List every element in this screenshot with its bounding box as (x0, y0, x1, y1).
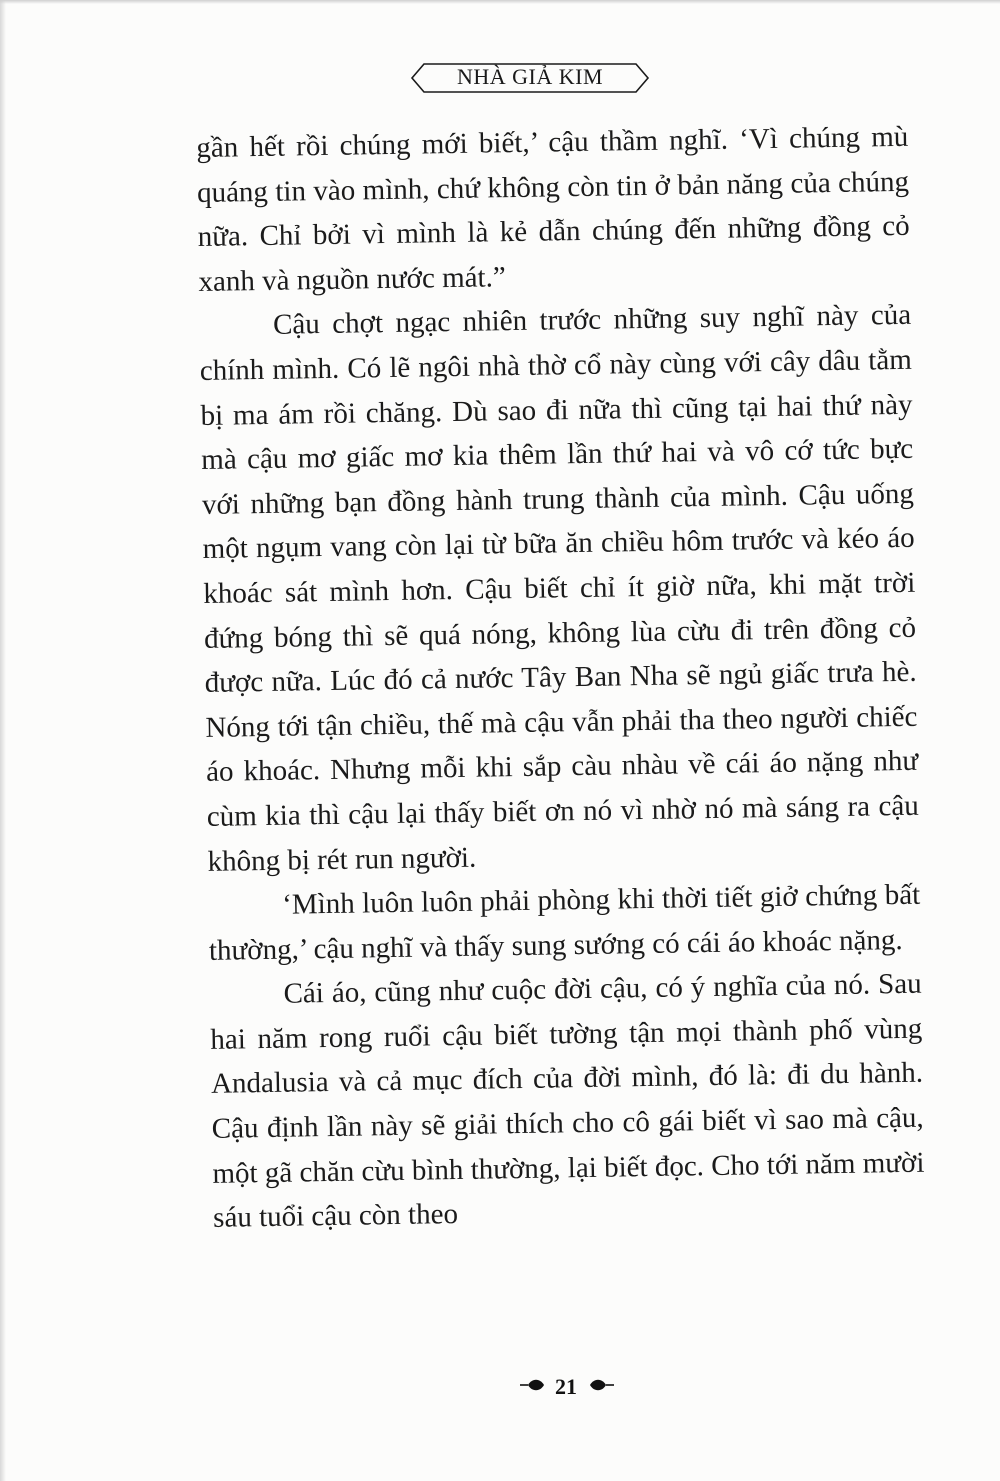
fleuron-left-icon (520, 1378, 544, 1392)
scan-shadow-left (0, 0, 6, 1481)
book-title: NHÀ GIẢ KIM (456, 64, 604, 89)
paragraph: Cậu chợt ngạc nhiên trước những suy nghĩ này của chính mình. Có lẽ ngôi nhà thờ cổ này cùng với cây dâu tằm bị ma ám rồi chăng. Dù sao đi nữa thì cũng tại hai thứ này mà cậu mơ giấc mơ kia thêm lần thứ hai và vô cớ tức bực với những bạn đồng hành trung thành của mình. Cậu uống một ngụm vang còn lại từ bữa ăn chiều hôm trước và kéo áo khoác sát mình hơn. Cậu biết chỉ ít giờ nữa, khi mặt trời đứng bóng thì sẽ quá nóng, không lùa cừu đi trên đồng cỏ được nữa. Lúc đó cả nước Tây Ban Nha sẽ ngủ giấc trưa hè. Nóng tới tận chiều, thế mà cậu vẫn phải tha theo người chiếc áo khoác. Nhưng mỗi khi sắp càu nhàu về cái áo nặng như cùm kia thì cậu lại thấy biết ơn nó vì nhờ nó mà sáng ra cậu không bị rét run người. (199, 299, 920, 878)
page-text (196, 115, 925, 1241)
fleuron-right-icon (590, 1378, 614, 1392)
running-header (410, 58, 650, 98)
paragraph: ‘Mình luôn luôn phải phòng khi thời tiết giở chứng bất thường,’ cậu nghĩ và thấy sung sướng có cái áo khoác nặng. (208, 878, 921, 967)
paragraph-continuation: gần hết rồi chúng mới biết,’ cậu thầm nghĩ. ‘Vì chúng mù quáng tin vào mình, chứ không còn tin ở bản năng của chúng nữa. Chỉ bởi vì mình là kẻ dẫn chúng đến những đồng cỏ xanh và nguồn nước mát.” (196, 120, 910, 298)
scan-shadow-top (0, 0, 1000, 4)
paragraph: Cái áo, cũng như cuộc đời cậu, có ý nghĩa của nó. Sau hai năm rong ruổi cậu biết tường tận mọi thành phố vùng Andalusia và cả mục đích của đời mình, đó là: đi du hành. Cậu định lần này sẽ giải thích cho cô gái biết vì sao mà cậu, một gã chăn cừu bình thường, lại biết đọc. Cho tới năm mười sáu tuổi cậu còn theo (210, 967, 925, 1235)
page-number: 21 (555, 1374, 577, 1399)
page-footer (510, 1374, 620, 1404)
